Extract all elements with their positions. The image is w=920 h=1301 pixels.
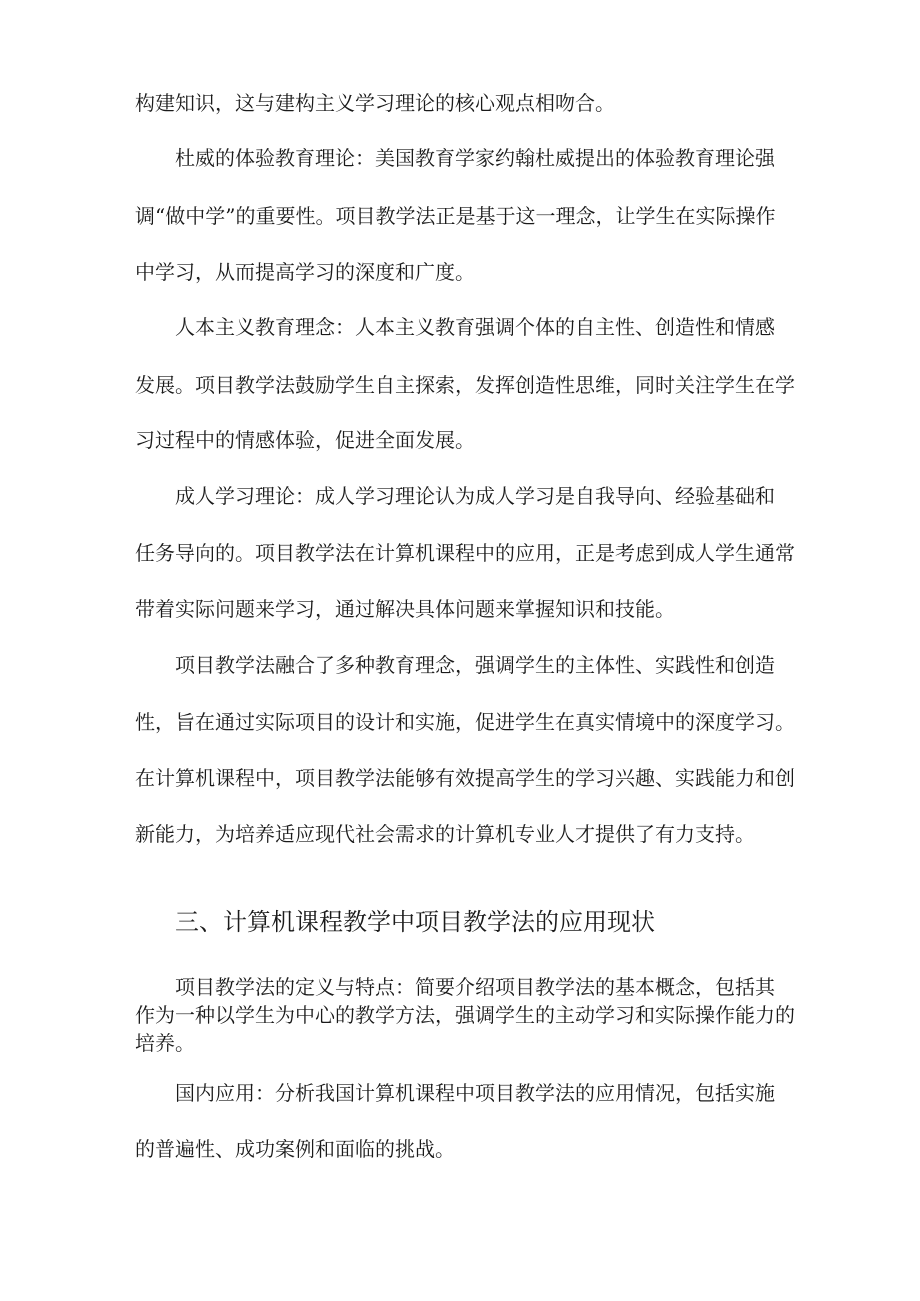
paragraph-humanism-line-3: 习过程中的情感体验，促进全面发展。	[135, 428, 475, 452]
paragraph-dewey-line-1: 杜威的体验教育理论：美国教育学家约翰杜威提出的体验教育理论强	[175, 146, 775, 170]
paragraph-definition-line-1: 项目教学法的定义与特点：简要介绍项目教学法的基本概念，包括其	[175, 975, 775, 999]
paragraph-definition-line-3: 培养。	[135, 1031, 195, 1055]
paragraph-summary-line-4: 新能力，为培养适应现代社会需求的计算机专业人才提供了有力支持。	[135, 822, 755, 846]
paragraph-intro-line-1: 构建知识，这与建构主义学习理论的核心观点相吻合。	[135, 91, 615, 115]
section-heading: 三、计算机课程教学中项目教学法的应用现状	[175, 908, 655, 936]
paragraph-summary-line-1: 项目教学法融合了多种教育理念，强调学生的主体性、实践性和创造	[175, 653, 775, 677]
paragraph-adult-line-2: 任务导向的。项目教学法在计算机课程中的应用，正是考虑到成人学生通常	[135, 541, 795, 565]
paragraph-dewey-line-3: 中学习，从而提高学习的深度和广度。	[135, 260, 475, 284]
paragraph-domestic-line-2: 的普遍性、成功案例和面临的挑战。	[135, 1137, 455, 1161]
paragraph-dewey-line-2: 调“做中学”的重要性。项目教学法正是基于这一理念，让学生在实际操作	[135, 204, 776, 228]
paragraph-adult-line-1: 成人学习理论：成人学习理论认为成人学习是自我导向、经验基础和	[175, 484, 775, 508]
paragraph-summary-line-2: 性，旨在通过实际项目的设计和实施，促进学生在真实情境中的深度学习。	[135, 710, 795, 734]
paragraph-domestic-line-1: 国内应用：分析我国计算机课程中项目教学法的应用情况，包括实施	[175, 1081, 775, 1105]
paragraph-humanism-line-2: 发展。项目教学法鼓励学生自主探索，发挥创造性思维，同时关注学生在学	[135, 373, 795, 397]
paragraph-adult-line-3: 带着实际问题来学习，通过解决具体问题来掌握知识和技能。	[135, 597, 675, 621]
paragraph-summary-line-3: 在计算机课程中，项目教学法能够有效提高学生的学习兴趣、实践能力和创	[135, 766, 795, 790]
paragraph-definition-line-2: 作为一种以学生为中心的教学方法，强调学生的主动学习和实际操作能力的	[135, 1003, 795, 1027]
paragraph-humanism-line-1: 人本主义教育理念：人本主义教育强调个体的自主性、创造性和情感	[175, 315, 775, 339]
